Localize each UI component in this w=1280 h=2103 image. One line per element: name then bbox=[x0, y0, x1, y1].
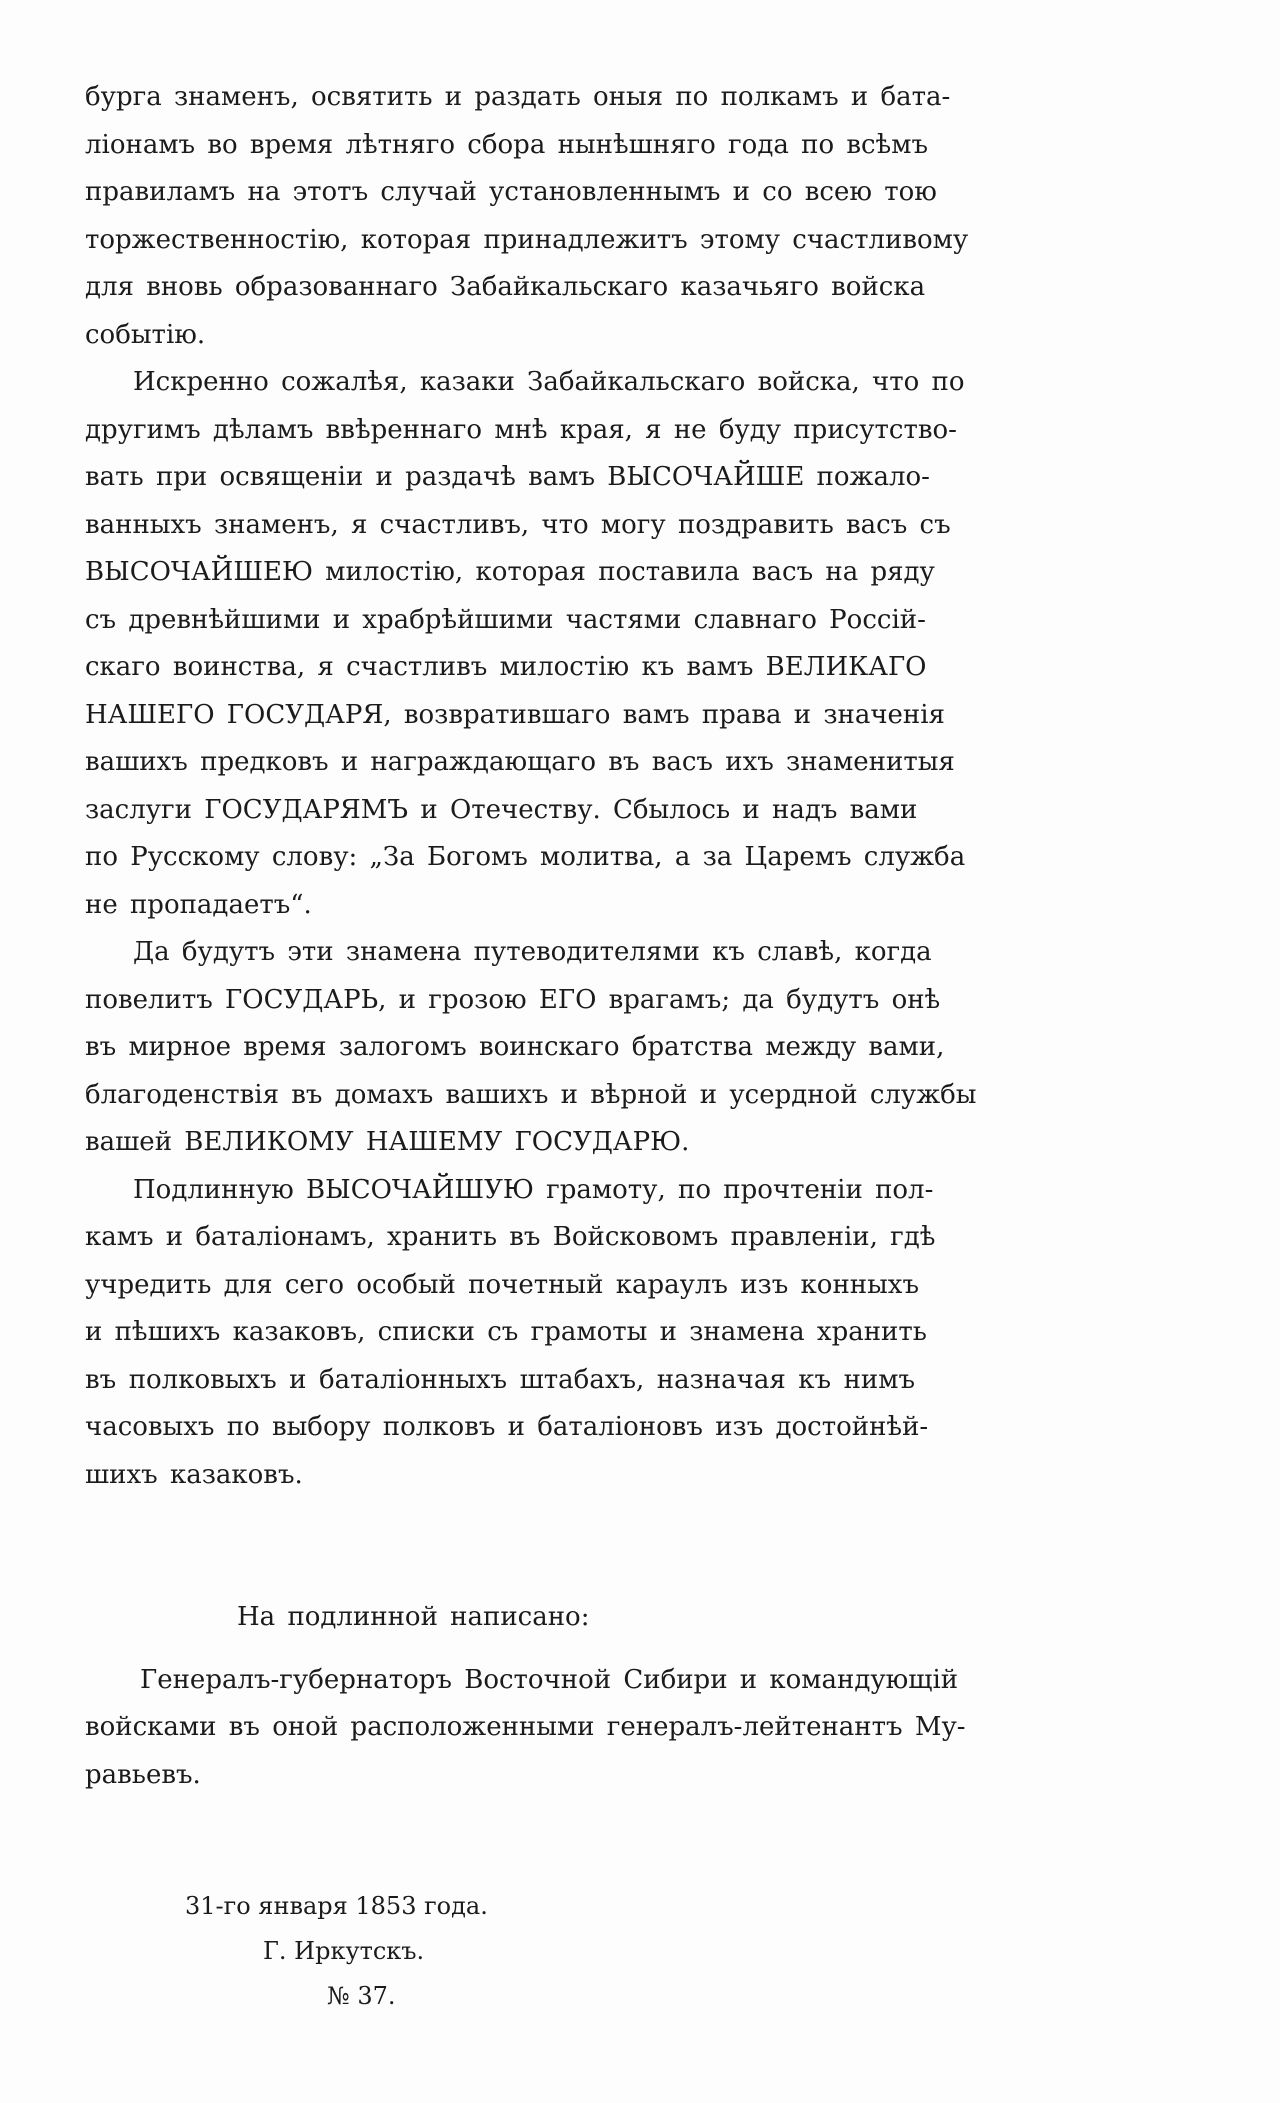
footer-date: 31-го января 1853 года. bbox=[185, 1892, 488, 1920]
text-line: повелитъ ГОСУДАРЬ, и грозою ЕГО врагамъ; да будутъ онѣ bbox=[85, 984, 941, 1015]
text-line: камъ и баталіонамъ, хранить въ Войсковомъ правленіи, гдѣ bbox=[85, 1222, 936, 1252]
annotation-line: На подлинной написано: bbox=[237, 1602, 590, 1632]
text-line: не пропадаетъ“. bbox=[85, 889, 312, 920]
footer bbox=[85, 1884, 915, 2019]
text-line: вашей ВЕЛИКОМУ НАШЕМУ ГОСУДАРЮ. bbox=[85, 1127, 690, 1157]
text-line: и пѣшихъ казаковъ, списки съ грамоты и знамена хранить bbox=[85, 1317, 927, 1347]
text-line: бурга знаменъ, освятить и раздать оныя по полкамъ и бата- bbox=[85, 82, 951, 112]
main-text bbox=[85, 74, 977, 1499]
text-line: шихъ казаковъ. bbox=[85, 1459, 303, 1490]
paragraph-1 bbox=[85, 74, 969, 359]
text-line: вать при освященіи и раздачѣ вамъ ВЫСОЧАЙШЕ пожало- bbox=[85, 462, 930, 492]
text-line: вашихъ предковъ и награждающаго въ васъ ихъ знаменитыя bbox=[85, 747, 955, 777]
text-line: Подлинную ВЫСОЧАЙШУЮ грамоту, по прочтеніи пол- bbox=[133, 1174, 934, 1205]
text-block bbox=[85, 74, 977, 2019]
text-line: часовыхъ по выбору полковъ и баталіоновъ изъ достойнѣй- bbox=[85, 1412, 929, 1442]
text-line: въ полковыхъ и баталіонныхъ штабахъ, назначая къ нимъ bbox=[85, 1364, 915, 1395]
text-line: заслуги ГОСУДАРЯМЪ и Отечеству. Сбылось и надъ вами bbox=[85, 794, 918, 825]
text-line: благоденствія въ домахъ вашихъ и вѣрной и усердной службы bbox=[85, 1079, 977, 1110]
signature-paragraph bbox=[85, 1657, 966, 1800]
text-line: учредить для сего особый почетный караулъ изъ конныхъ bbox=[85, 1269, 919, 1300]
text-line: для вновь образованнаго Забайкальскаго казачьяго войска bbox=[85, 272, 926, 302]
text-line: Искренно сожалѣя, казаки Забайкальскаго войска, что по bbox=[133, 367, 965, 397]
text-line: другимъ дѣламъ ввѣреннаго мнѣ края, я не буду присутство- bbox=[85, 414, 957, 445]
text-line: Генералъ-губернаторъ Восточной Сибири и командующій bbox=[140, 1664, 959, 1695]
text-line: Да будутъ эти знамена путеводителями къ славѣ, когда bbox=[133, 937, 932, 967]
text-line: ліонамъ во время лѣтняго сбора нынѣшняго года по всѣмъ bbox=[85, 129, 929, 160]
footer-number: № 37. bbox=[327, 1982, 396, 2010]
paragraph-2 bbox=[85, 359, 966, 929]
footer-place: Г. Иркутскъ. bbox=[263, 1937, 425, 1965]
text-line: равьевъ. bbox=[85, 1759, 201, 1790]
text-line: ВЫСОЧАЙШЕЮ милостію, которая поставила васъ на ряду bbox=[85, 557, 935, 587]
paragraph-3 bbox=[85, 929, 977, 1167]
text-line: по Русскому слову: „За Богомъ молитва, а за Царемъ служба bbox=[85, 842, 966, 872]
text-line: скаго воинства, я счастливъ милостію къ вамъ ВЕЛИКАГО bbox=[85, 652, 927, 682]
text-line: въ мирное время залогомъ воинскаго братства между вами, bbox=[85, 1032, 945, 1062]
paragraph-4 bbox=[85, 1167, 936, 1500]
text-line: событію. bbox=[85, 319, 206, 350]
text-line: правиламъ на этотъ случай установленнымъ и со всею тою bbox=[85, 177, 937, 207]
text-line: НАШЕГО ГОСУДАРЯ, возвратившаго вамъ права и значенія bbox=[85, 699, 945, 730]
text-line: съ древнѣйшими и храбрѣйшими частями славнаго Россій- bbox=[85, 604, 926, 635]
text-line: торжественностію, которая принадлежитъ этому счастливому bbox=[85, 224, 969, 255]
text-line: ванныхъ знаменъ, я счастливъ, что могу поздравить васъ съ bbox=[85, 509, 951, 540]
text-line: войсками въ оной расположенными генералъ-лейтенантъ Му- bbox=[85, 1712, 966, 1742]
